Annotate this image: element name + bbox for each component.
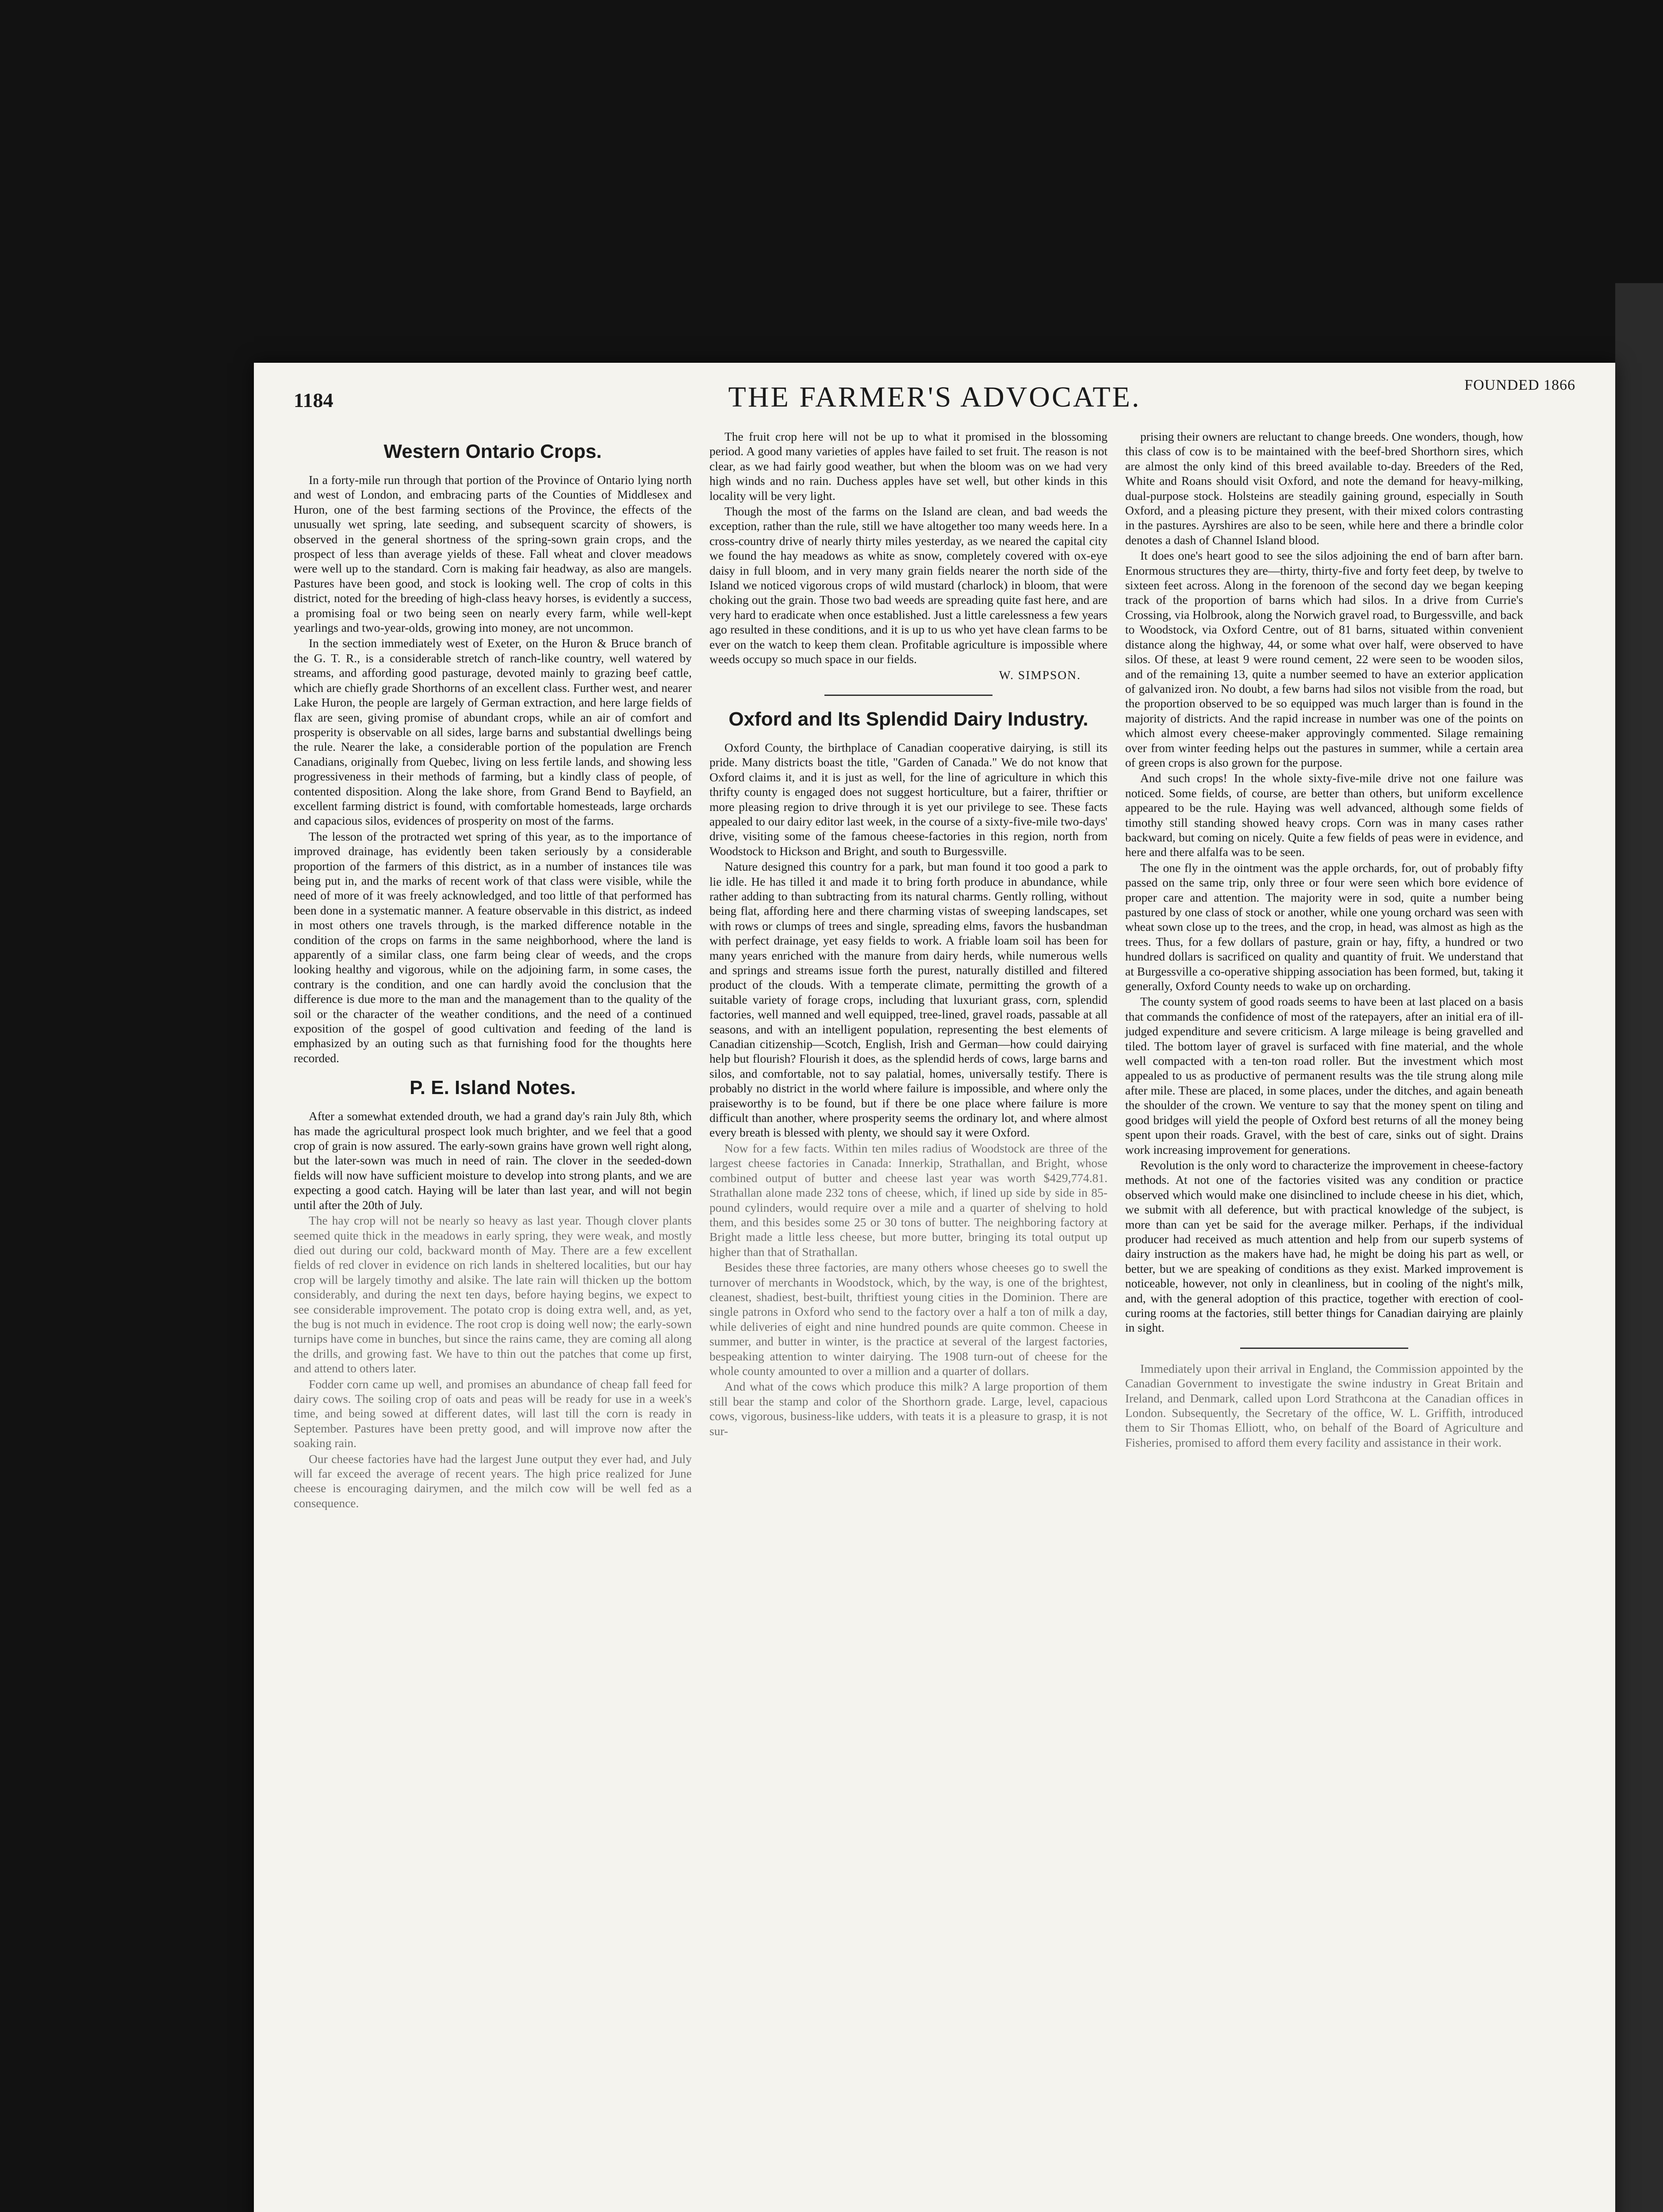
- column-3: [1125, 429, 1523, 1451]
- article-heading-pei-notes: P. E. Island Notes.: [410, 1077, 576, 1099]
- paragraph: It does one's heart good to see the silos adjoining the end of barn after barn. Enormous structures they are—thirty, thirty-five and forty feet deep, by twelve to sixteen feet across. Along in the forenoon of the second day we began keeping track of the proportion of barns which had silos. In a drive from Currie's Crossing, via Holbrook, along the Norwich gravel road, to Burgessville, and back to Woodstock, via Oxford Centre, out of 81 barns, situated within convenient distance along the highway, 44, or some what over half, were observed to have silos. Of these, at least 9 were round cement, 22 were seen to be wooden silos, and of the remaining 13, quite a number seemed to have an exterior application of galvanized iron. No doubt, a few barns had silos not visible from the road, but the proportion observed to be so equipped was much larger than is found in the majority of districts. And the rapid increase in number was one of the points on which almost every cheese-maker approvingly commented. Silage remaining over from winter feeding helps out the pastures in summer, while a certain area of green crops is also grown for the purpose.: [1125, 549, 1523, 769]
- paragraph: And such crops! In the whole sixty-five-mile drive not one failure was noticed. Some fields, of course, are better than others, but uniform excellence appeared to be the rule. Haying was well advanced, although some fields of timothy still standing showed heavy crops. Corn was in many cases rather backward, but coming on nicely. Quite a few fields of peas were in evidence, and here and there alfalfa was to be seen.: [1125, 771, 1523, 859]
- paragraph: Our cheese factories have had the largest June output they ever had, and July will far exceed the average of recent years. The high price realized for June cheese is encouraging dairymen, and the milch cow will be well fed as a consequence.: [294, 1452, 692, 1510]
- paragraph: prising their owners are reluctant to change breeds. One wonders, though, how this class of cow is to be maintained with the beef-bred Shorthorn sires, which are almost the only kind of this breed available to-day. Breeders of the Red, White and Roans should visit Oxford, and note the demand for heavy-milking, dual-purpose stock. Holsteins are steadily gaining ground, especially in South Oxford, and a pleasing picture they present, with their mixed colors contrasting in the pastures. Ayrshires are also to be seen, while here and there a brindle color denotes a dash of Channel Island blood.: [1125, 430, 1523, 547]
- column-2: [709, 429, 1107, 1439]
- paragraph: Besides these three factories, are many others whose cheeses go to swell the turnover of merchants in Woodstock, which, by the way, is one of the brightest, cleanest, shadiest, best-built, thriftiest young cities in the Dominion. There are single patrons in Oxford who send to the factory over a half a ton of milk a day, while deliveries of eight and nine hundred pounds are quite common. Cheese in summer, and butter in winter, is the practice at several of the largest factories, bespeaking attention to winter dairying. The 1908 turn-out of cheese for the whole county amounted to over a million and a quarter of dollars.: [709, 1260, 1107, 1378]
- paragraph: Though the most of the farms on the Island are clean, and bad weeds the exception, rather than the rule, still we have altogether too many weeds here. In a cross-country drive of nearly thirty miles yesterday, as we neared the capital city we found the hay meadows as white as snow, completely covered with ox-eye daisy in full bloom, and in very many grain fields nearer the north side of the Island we noticed vigorous crops of wild mustard (charlock) in bloom, that were choking out the grain. Those two bad weeds are spreading quite fast here, and are very hard to eradicate when once established. Just a little carelessness a few years ago resulted in these conditions, and it is up to us who yet have clean farms to be ever on the watch to keep them clean. Profitable agriculture is impossible where weeds occupy so much space in our fields.: [709, 504, 1107, 666]
- signature: W. SIMPSON.: [999, 668, 1081, 682]
- paragraph: Immediately upon their arrival in England, the Commission appointed by the Canadian Government to investigate the swine industry in Great Britain and Ireland, and Denmark, called upon Lord Strathcona at the Canadian offices in London. Subsequently, the Secretary of the office, W. L. Griffith, introduced them to Sir Thomas Elliott, who, on behalf of the Board of Agriculture and Fisheries, promised to afford them every facility and assistance in their work.: [1125, 1361, 1523, 1449]
- divider: [824, 695, 992, 696]
- paragraph: The one fly in the ointment was the apple orchards, for, out of probably fifty passed on the same trip, only three or four were seen which bore evidence of proper care and attention. The majority were in sod, quite a number being pastured by one class of stock or another, while one young orchard was seen with wheat sown close up to the trees, and the crop, in head, was almost as high as the trees. Thus, for a few dollars of pasture, grain or hay, fifty, a hundred or two hundred dollars is sacrificed on quality and quantity of fruit. We understand that at Burgessville a co-operative shipping association has been formed, but, taking it generally, Oxford County needs to wake up on orcharding.: [1125, 860, 1523, 993]
- paragraph: The fruit crop here will not be up to what it promised in the blossoming period. A good many varieties of apples have failed to set fruit. The reason is not clear, as we had fairly good weather, but when the bloom was on we had very high winds and no rain. Duchess apples have set well, but other kinds in this locality will be very light.: [709, 430, 1107, 503]
- paragraph: Fodder corn came up well, and promises an abundance of cheap fall feed for dairy cows. The soiling crop of oats and peas will be ready for use in a week's time, and being sowed at different dates, will last till the corn is ready in September. Pastures have been pretty good, and will improve now after the soaking rain.: [294, 1377, 692, 1450]
- paragraph: Now for a few facts. Within ten miles radius of Woodstock are three of the largest cheese factories in Canada: Innerkip, Strathallan, and Bright, whose combined output of butter and cheese last year was worth $429,774.81. Strathallan alone made 232 tons of cheese, which, if lined up side by side in 85-pound cylinders, would require over a mile and a quarter of shelving to hold them, and this besides some 25 or 30 tons of butter. The neighboring factory at Bright made a little less cheese, but more butter, bringing its total output up higher than that of Strathallan.: [709, 1141, 1107, 1259]
- article-heading-western-ontario: Western Ontario Crops.: [383, 441, 602, 462]
- newspaper-page: [254, 363, 1615, 2212]
- paragraph: And what of the cows which produce this milk? A large proportion of them still bear the stamp and color of the Shorthorn grade. Large, level, capacious cows, vigorous, business-like udders, with teats it is a pleasure to grasp, it is not sur-: [709, 1379, 1107, 1438]
- article-heading-oxford-dairy: Oxford and Its Splendid Dairy Industry.: [728, 708, 1088, 730]
- paragraph: The county system of good roads seems to have been at last placed on a basis that commands the confidence of most of the ratepayers, after an initial era of ill-judged expenditure and severe criticism. A large mileage is being gravelled and tiled. The bottom layer of gravel is surfaced with fine material, and the whole well compacted with a ten-ton road roller. But the investment which most appealed to us as productive of permanent results was the tile strung along mile after mile. These are placed, in some places, under the ditches, and again beneath the shoulder of the crown. We venture to say that the money spent on tiling and good bridges will yield the people of Oxford best returns of all the money being spent upon their roads. Gravel, with the best of care, sinks out of sight. Drains work increasing improvement for generations.: [1125, 995, 1523, 1156]
- page-number: 1184: [294, 389, 333, 411]
- paragraph: In a forty-mile run through that portion of the Province of Ontario lying north and west of London, and embracing parts of the Counties of Middlesex and Huron, one of the best farming sections of the Province, the effects of the unusually wet spring, late seeding, and subsequent scarcity of showers, is observed in the general shortness of the spring-sown grain crops, and the prospect of less than average yields of these. Fall wheat and clover meadows were well up to the standard. Corn is making fair headway, as also are mangels. Pastures have been good, and stock is looking well. The crop of colts in this district, noted for the breeding of high-class heavy horses, is evidently a success, a promising foal or two being seen on nearly every farm, while well-kept yearlings and two-year-olds, growing into money, are not uncommon.: [294, 473, 692, 635]
- paragraph: Revolution is the only word to characterize the improvement in cheese-factory methods. At not one of the factories visited was any condition or practice observed which would make one disinclined to include cheese in his diet, which, we submit with all deference, but with practical knowledge of the subject, is more than can yet be said for the average milker. Perhaps, if the individual producer had received as much attention and help from our superb systems of dairy instruction as the makers have had, he might be doing his part as well, or better, but we are speaking of conditions as they exist. Marked improvement is noticeable, however, not only in cleanliness, but in cooling of the night's milk, and, with the general adoption of this practice, together with erection of cool-curing rooms at the factories, still better things for Canadian dairying are plainly in sight.: [1125, 1158, 1523, 1335]
- page-header: [254, 363, 1615, 438]
- paragraph: Nature designed this country for a park, but man found it too good a park to lie idle. He has tilled it and made it to bring forth produce in abundance, while rather adding to than subtracting from its natural charms. Gently rolling, without being flat, affording here and there charming vistas of sweeping landscapes, set with rows or clumps of trees and single, spreading elms, favors the husbandman with perfect drainage, yet easy fields to work. A friable loam soil has been for many years enriched with the manure from dairy herds, while numerous wells and springs and streams issue forth the purest, naturally distilled and filtered product of the clouds. With a temperate climate, permitting the growth of a suitable variety of forage crops, including that luxuriant grass, corn, splendid factories, well manned and well equipped, tree-lined, gravel roads, passable at all seasons, and with an intelligent population, representing the best elements of Canadian citizenship—Scotch, English, Irish and German—how could dairying help but flourish? Flourish it does, as the splendid herds of cows, large barns and silos, and comfortable, not to say palatial, homes, universally testify. There is probably no district in the world where failure is impossible, and where only the praiseworthy is to be found, but if there be one place where failure is more difficult than another, where prosperity seems the ordinary lot, and where almost every breath is blessed with plenty, we should say it were Oxford.: [709, 860, 1107, 1140]
- column-1: [294, 429, 692, 1511]
- masthead: THE FARMER'S ADVOCATE.: [728, 381, 1141, 413]
- paragraph: Oxford County, the birthplace of Canadian cooperative dairying, is still its pride. Many districts boast the title, "Garden of Canada." We do not know that Oxford claims it, and it is just as well, for the line of agriculture in which this thrifty county is engaged does not suggest horticulture, but a fairer, thriftier or more pleasing region to drive through it is yet our privilege to see. These facts appealed to our dairy editor last week, in the course of a sixty-five-mile two-days' drive, visiting some of the famous cheese-factories in this region, north from Woodstock to Hickson and Bright, and south to Burgessville.: [709, 740, 1107, 858]
- paragraph: After a somewhat extended drouth, we had a grand day's rain July 8th, which has made the agricultural prospect look much brighter, and we feel that a good crop of grain is now assured. The early-sown grains have grown well right along, but the later-sown was much in need of rain. The clover in the seeded-down fields will now have sufficient moisture to develop into strong plants, and we are expecting a good catch. Haying will be later than last year, and will not begin until after the 20th of July.: [294, 1109, 692, 1212]
- divider: [1240, 1348, 1408, 1349]
- paragraph: The lesson of the protracted wet spring of this year, as to the importance of improved drainage, has evidently been taken seriously by a considerable proportion of the farmers of this district, as in a number of instances tile was being put in, and the marks of recent work of that class were visible, while the need of more of it was freely acknowledged, and too little of that performed has been done in a systematic manner. A feature observable in this district, as indeed in most others one travels through, is the marked difference notable in the condition of the crops on farms in the same neighborhood, where the land is apparently of a similar class, one farm being clear of weeds, and the crops looking healthy and vigorous, while on the adjoining farm, in some cases, the contrary is the condition, and one can hardly avoid the conclusion that the difference is due more to the man and the management than to the quality of the soil or the character of the weather conditions, and the need of a continued exposition of the gospel of good cultivation and feeding of the land is emphasized by an outing such as that furnishing food for the thoughts here recorded.: [294, 829, 692, 1065]
- paragraph: The hay crop will not be nearly so heavy as last year. Though clover plants seemed quite thick in the meadows in early spring, they were weak, and mostly died out during our cold, backward month of May. There are a few excellent fields of red clover in evidence on rich lands in sheltered localities, but our hay crop will be largely timothy and alsike. The late rain will thicken up the bottom considerably, and during the next ten days, before haying begins, we expect to see considerable improvement. The potato crop is doing extra well, and, as yet, the bug is not much in evidence. The root crop is doing well now; the early-sown turnips have come in bunches, but since the rains came, they are coming all along the drills, and growing fast. We have to thin out the patches that come up first, and attend to others later.: [294, 1214, 692, 1375]
- founded-line: FOUNDED 1866: [1464, 377, 1575, 393]
- paragraph: In the section immediately west of Exeter, on the Huron & Bruce branch of the G. T. R., is a considerable stretch of ranch-like country, well watered by streams, and affording good pasturage, devoted mainly to grazing beef cattle, which are chiefly grade Shorthorns of an excellent class. Further west, and nearer Lake Huron, the people are largely of German extraction, and here large fields of flax are seen, giving promise of abundant crops, while an air of comfort and prosperity is observable on all sides, large barns and substantial dwellings being the rule. Nearer the lake, a considerable portion of the population are French Canadians, originally from Quebec, living on less fertile lands, and showing less progressiveness in their methods of farming, but a kindly class of people, of contented disposition. Along the lake shore, from Grand Bend to Bayfield, an excellent farming district is found, with comfortable homesteads, large orchards and capacious silos, evidences of prosperity on most of the farms.: [294, 636, 692, 828]
- scan-edge-strip: [1615, 283, 1663, 2212]
